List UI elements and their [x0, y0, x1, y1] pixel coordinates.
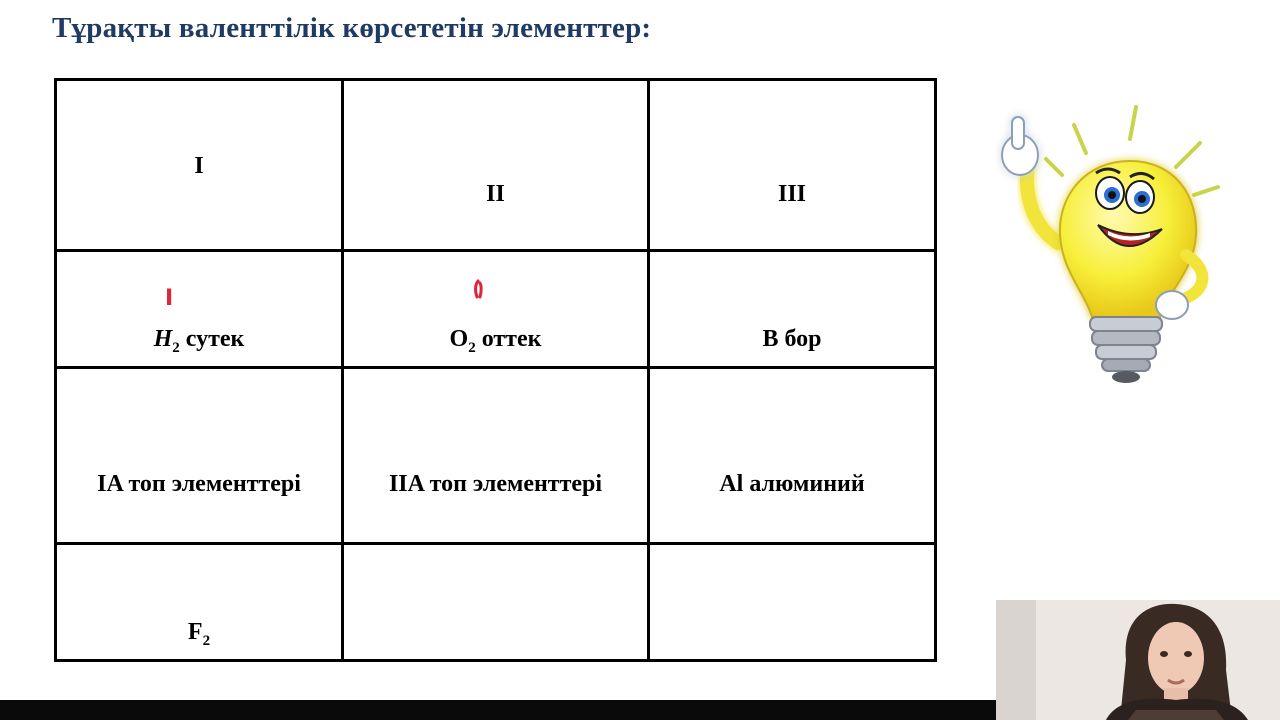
element-fluorine: $F_2$: [187, 619, 211, 650]
valence-header-3: III: [777, 181, 807, 207]
element-aluminium: Al алюминий: [719, 471, 865, 498]
smiling-lightbulb-icon: [990, 95, 1230, 395]
table-cell: [56, 544, 343, 661]
group-iia-elements: IIA топ элементтері: [388, 471, 603, 498]
valence-header-1: I: [194, 153, 204, 179]
table-cell: [649, 368, 936, 544]
valence-table: [54, 78, 937, 662]
table-cell: [343, 250, 649, 368]
table-cell: [649, 80, 936, 251]
table-cell: [56, 368, 343, 544]
page-title: Тұрақты валенттілік көрсететін элементтер:: [52, 12, 652, 44]
element-hydrogen: $H_2$ сутек: [153, 325, 245, 356]
table-cell: [343, 368, 649, 544]
table-row: [56, 544, 936, 661]
table-row: [56, 250, 936, 368]
table-row: [56, 80, 936, 251]
presenter-video: [996, 600, 1280, 720]
element-oxygen: $O_2$ оттек: [449, 325, 542, 356]
valence-header-2: II: [486, 181, 505, 207]
table-cell: [649, 250, 936, 368]
handwritten-valence-mark: I: [165, 285, 174, 311]
element-boron: B бор: [762, 325, 822, 352]
handwritten-mark-icon: [472, 277, 486, 301]
presenter-avatar-icon: [996, 600, 1280, 720]
table-cell: [649, 544, 936, 661]
table-cell: [343, 80, 649, 251]
table-cell: [56, 80, 343, 251]
table-row: [56, 368, 936, 544]
table-cell: [56, 250, 343, 368]
group-ia-elements: IA топ элементтері: [97, 471, 301, 498]
table-cell: [343, 544, 649, 661]
